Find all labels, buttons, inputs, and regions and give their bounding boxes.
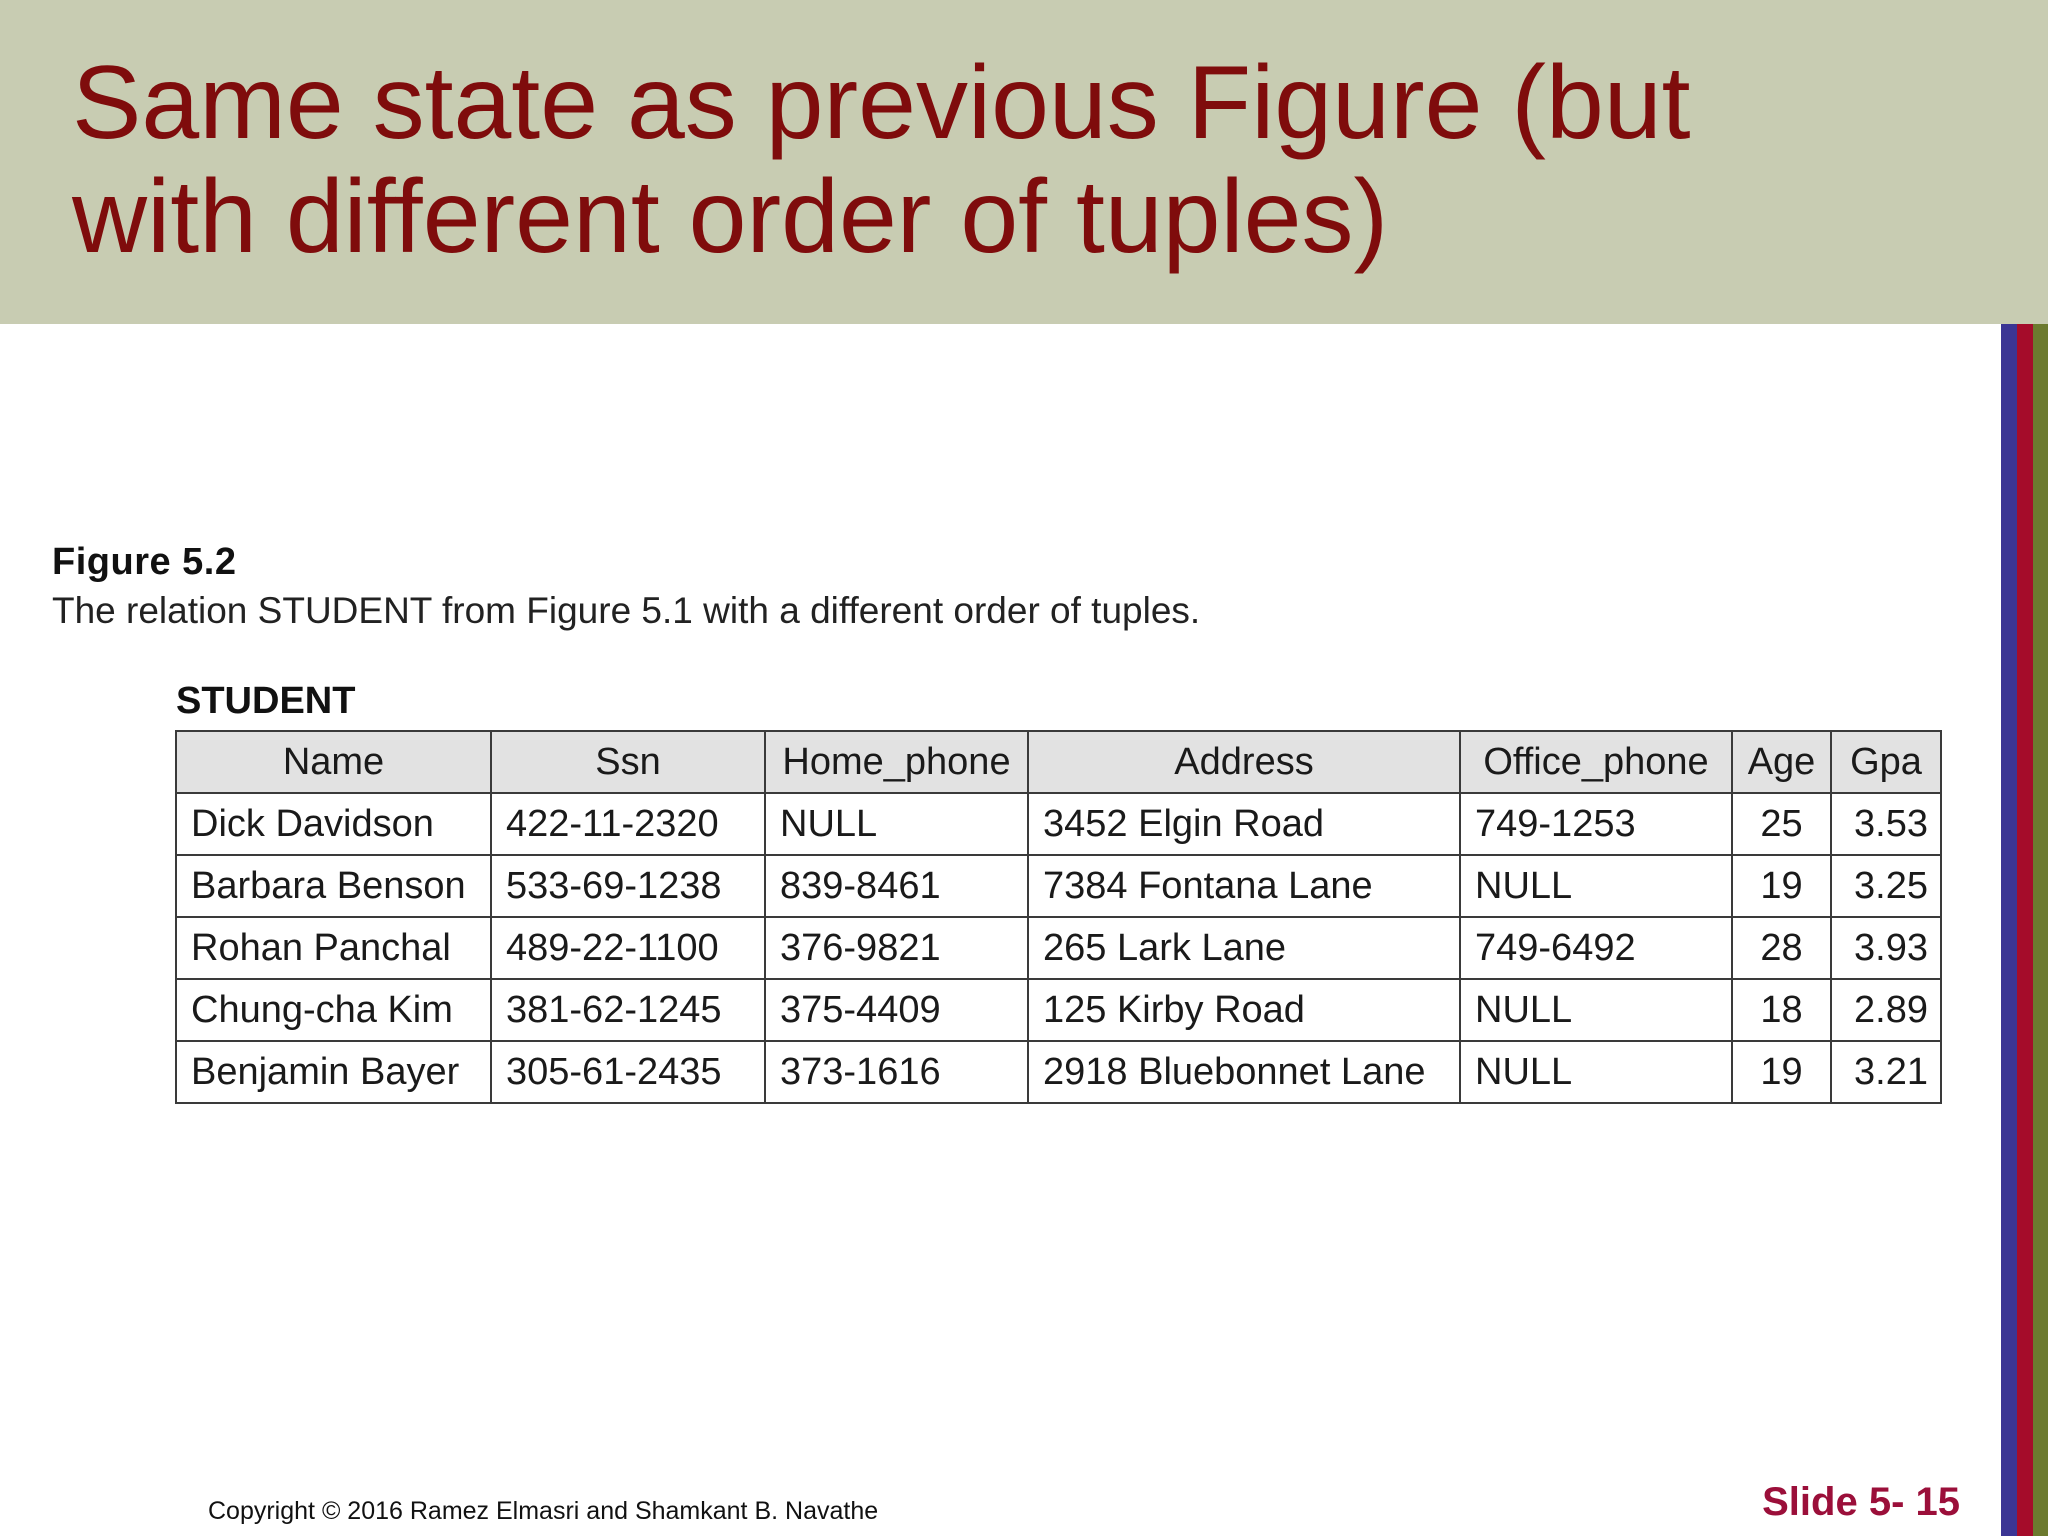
olive-stripe — [2033, 324, 2048, 1536]
ssn-cell: 422-11-2320 — [491, 793, 765, 855]
table-header-row — [176, 731, 1941, 793]
column-header: Gpa — [1831, 731, 1941, 793]
office-phone-cell: NULL — [1460, 1041, 1732, 1103]
gpa-cell: 3.53 — [1831, 793, 1941, 855]
column-header: Office_phone — [1460, 731, 1732, 793]
slide-title-line-1: Same state as previous Figure (but — [72, 45, 1691, 161]
column-header: Name — [176, 731, 491, 793]
table-row — [176, 855, 1941, 917]
age-cell: 18 — [1732, 979, 1831, 1041]
gpa-cell: 3.93 — [1831, 917, 1941, 979]
name-cell: Dick Davidson — [176, 793, 491, 855]
table-row — [176, 917, 1941, 979]
gpa-cell: 2.89 — [1831, 979, 1941, 1041]
name-cell: Benjamin Bayer — [176, 1041, 491, 1103]
office-phone-cell: 749-1253 — [1460, 793, 1732, 855]
red-stripe — [2017, 324, 2033, 1536]
blue-stripe — [2001, 324, 2017, 1536]
age-cell: 25 — [1732, 793, 1831, 855]
gpa-cell: 3.25 — [1831, 855, 1941, 917]
office-phone-cell: 749-6492 — [1460, 917, 1732, 979]
address-cell: 3452 Elgin Road — [1028, 793, 1460, 855]
column-header: Address — [1028, 731, 1460, 793]
name-cell: Chung-cha Kim — [176, 979, 491, 1041]
decorative-side-stripes — [2001, 324, 2048, 1536]
home-phone-cell: 839-8461 — [765, 855, 1028, 917]
student-table — [175, 730, 1942, 1104]
address-cell: 2918 Bluebonnet Lane — [1028, 1041, 1460, 1103]
name-cell: Rohan Panchal — [176, 917, 491, 979]
table-row — [176, 1041, 1941, 1103]
figure-label: Figure 5.2 — [52, 541, 237, 583]
column-header: Home_phone — [765, 731, 1028, 793]
office-phone-cell: NULL — [1460, 979, 1732, 1041]
home-phone-cell: 373-1616 — [765, 1041, 1028, 1103]
column-header: Ssn — [491, 731, 765, 793]
age-cell: 19 — [1732, 855, 1831, 917]
slide-number: Slide 5- 15 — [1762, 1480, 1960, 1524]
column-header: Age — [1732, 731, 1831, 793]
age-cell: 19 — [1732, 1041, 1831, 1103]
address-cell: 7384 Fontana Lane — [1028, 855, 1460, 917]
gpa-cell: 3.21 — [1831, 1041, 1941, 1103]
table-row — [176, 793, 1941, 855]
relation-name: STUDENT — [176, 680, 356, 722]
home-phone-cell: 375-4409 — [765, 979, 1028, 1041]
ssn-cell: 381-62-1245 — [491, 979, 765, 1041]
ssn-cell: 305-61-2435 — [491, 1041, 765, 1103]
ssn-cell: 489-22-1100 — [491, 917, 765, 979]
name-cell: Barbara Benson — [176, 855, 491, 917]
table-row — [176, 979, 1941, 1041]
office-phone-cell: NULL — [1460, 855, 1732, 917]
age-cell: 28 — [1732, 917, 1831, 979]
address-cell: 125 Kirby Road — [1028, 979, 1460, 1041]
copyright-notice: Copyright © 2016 Ramez Elmasri and Shamkant B. Navathe — [208, 1497, 879, 1525]
slide-title-line-2: with different order of tuples) — [72, 159, 1389, 275]
figure-caption: The relation STUDENT from Figure 5.1 with a different order of tuples. — [52, 590, 1201, 631]
ssn-cell: 533-69-1238 — [491, 855, 765, 917]
slide-title — [72, 46, 1772, 274]
address-cell: 265 Lark Lane — [1028, 917, 1460, 979]
home-phone-cell: NULL — [765, 793, 1028, 855]
home-phone-cell: 376-9821 — [765, 917, 1028, 979]
